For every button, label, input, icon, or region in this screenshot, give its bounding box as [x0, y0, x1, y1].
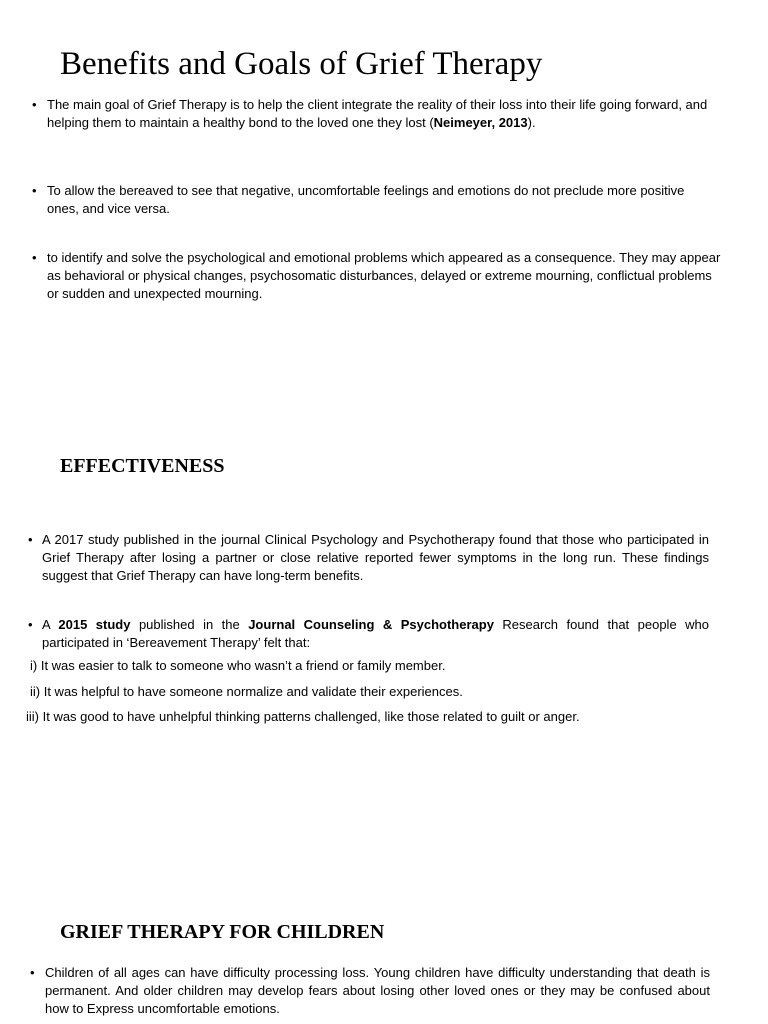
- goal-bullet-1: [32, 96, 712, 132]
- goal-text-1: The main goal of Grief Therapy is to help the client integrate the reality of their loss into their life going forward, and helping them to maintain a healthy bond to the loved one they lost (: [47, 97, 708, 130]
- bullet-marker: •: [32, 183, 37, 198]
- journal-name: Journal Counseling & Psychotherapy: [248, 617, 494, 632]
- bullet-marker: •: [30, 965, 35, 980]
- effectiveness-text-1: A 2017 study published in the journal Clinical Psychology and Psychotherapy found that those who participated in Grief Therapy after losing a partner or close relative reported fewer symptoms in the long run. These findings suggest that Grief Therapy can have long-term benefits.: [42, 532, 709, 583]
- effectiveness-bullet-1: [28, 531, 709, 585]
- bullet-marker: •: [28, 617, 33, 632]
- goal-bullet-2: [32, 182, 712, 218]
- page-title: Benefits and Goals of Grief Therapy: [60, 46, 543, 82]
- finding-item-2: ii) It was helpful to have someone normalize and validate their experiences.: [30, 684, 463, 699]
- effectiveness-heading: EFFECTIVENESS: [60, 455, 225, 477]
- children-bullet-1: [30, 964, 710, 1018]
- effectiveness-text-2c: Research found that people who participated in ‘Bereavement Therapy’ felt that:: [42, 617, 709, 650]
- goal-bullet-3: [32, 249, 722, 303]
- bullet-marker: •: [28, 532, 33, 547]
- children-heading: GRIEF THERAPY FOR CHILDREN: [60, 921, 385, 943]
- effectiveness-text-2a: A: [42, 617, 59, 632]
- children-text-1: Children of all ages can have difficulty processing loss. Young children have difficulty understanding that death is permanent. And older children may develop fears about losing other loved ones or they may be confused about how to Express uncomfortable emotions.: [45, 965, 710, 1016]
- goal-text-1-end: ).: [527, 115, 536, 130]
- goal-text-2: To allow the bereaved to see that negative, uncomfortable feelings and emotions do not preclude more positive ones, and vice versa.: [47, 183, 685, 216]
- study-year: 2015 study: [58, 617, 131, 632]
- bullet-marker: •: [32, 97, 37, 112]
- finding-item-1: i) It was easier to talk to someone who wasn’t a friend or family member.: [30, 658, 446, 673]
- citation: Neimeyer, 2013: [433, 115, 528, 130]
- bullet-marker: •: [32, 250, 37, 265]
- finding-item-3: iii) It was good to have unhelpful thinking patterns challenged, like those related to guilt or anger.: [26, 709, 580, 724]
- goal-text-3: to identify and solve the psychological and emotional problems which appeared as a consequence. They may appear as behavioral or physical changes, psychosomatic disturbances, delayed or extreme mourning, conflictual problems or sudden and unexpected mourning.: [47, 250, 721, 301]
- effectiveness-text-2b: published in the: [130, 617, 249, 632]
- effectiveness-bullet-2: [28, 616, 709, 652]
